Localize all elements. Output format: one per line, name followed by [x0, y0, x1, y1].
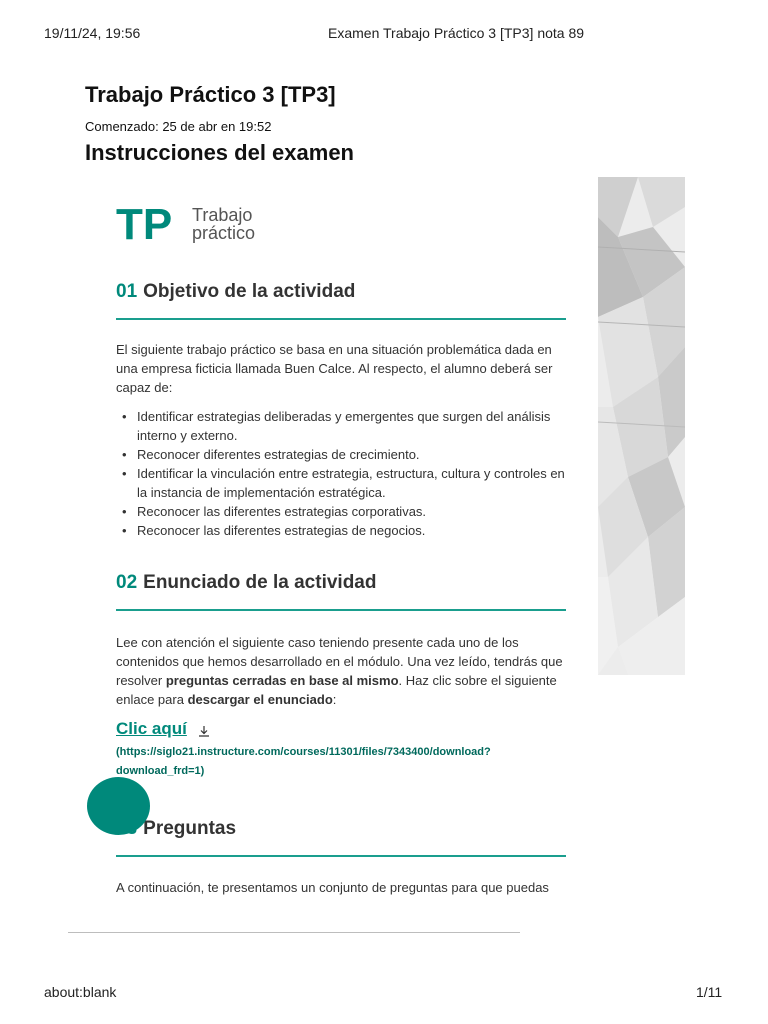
section-number: 02 [116, 572, 138, 593]
list-item: • Identificar estrategias deliberadas y emergentes que surgen del análisis interno y externo. [137, 407, 568, 445]
statement-part: : [332, 692, 337, 707]
statement-text [116, 633, 568, 709]
statement-part: Lee con atención el siguiente caso teniendo presente cada uno de los contenidos que hemos desarrollado en el módulo. Una vez leído, tendrás que resolver [116, 635, 563, 688]
download-url: (https://siglo21.instructure.com/courses/11301/files/7343400/download?download_frd=1) [116, 746, 491, 777]
page-cut-rule [68, 932, 520, 933]
section-statement [116, 570, 566, 596]
tp-logo-mark: TP [116, 200, 173, 249]
print-header-datetime: 19/11/24, 19:56 [44, 25, 141, 41]
section-divider [116, 318, 566, 320]
statement-part: . Haz clic sobre el siguiente enlace para [116, 673, 557, 707]
questions-intro: A continuación, te presentamos un conjunto de preguntas para que puedas [116, 880, 549, 895]
section-questions [116, 816, 566, 842]
statement-bold: preguntas cerradas en base al mismo [165, 673, 399, 688]
list-item: • Reconocer las diferentes estrategias corporativas. [137, 502, 568, 521]
section-heading [116, 279, 566, 305]
section-title: Objetivo de la actividad [143, 281, 356, 302]
print-footer-url: about:blank [44, 984, 117, 1000]
objective-intro: El siguiente trabajo práctico se basa en una situación problemática dada en una empresa ficticia llamada Buen Calce. Al respecto, el alumno deberá ser capaz de: [116, 342, 553, 395]
page-title: Trabajo Práctico 3 [TP3] [85, 82, 336, 107]
abstract-pattern-icon [598, 177, 685, 675]
tp-logo-line-1: Trabajo [192, 205, 253, 225]
section-divider [116, 855, 566, 857]
instructions-heading: Instrucciones del examen [85, 140, 354, 165]
list-item: • Reconocer las diferentes estrategias de negocios. [137, 521, 568, 540]
section-heading [116, 570, 566, 596]
print-header-title: Examen Trabajo Práctico 3 [TP3] nota 89 [328, 25, 585, 41]
started-at: Comenzado: 25 de abr en 19:52 [85, 119, 272, 134]
download-icon[interactable] [197, 724, 211, 738]
list-item: • Reconocer diferentes estrategias de crecimiento. [137, 445, 568, 464]
objective-list [116, 407, 568, 540]
list-item: • Identificar la vinculación entre estrategia, estructura, cultura y controles en la instancia de implementación estratégica. [137, 464, 568, 502]
download-link[interactable]: Clic aquí [116, 719, 187, 738]
tp-logo-text [192, 206, 255, 242]
print-footer-page: 1/11 [696, 984, 723, 1000]
section-objective [116, 279, 566, 305]
section-title: Enunciado de la actividad [143, 572, 377, 593]
section-title: Preguntas [143, 818, 237, 839]
section-number: 01 [116, 281, 138, 302]
decorative-side-image [598, 177, 685, 675]
statement-bold: descargar el enunciado [187, 692, 333, 707]
tp-logo-line-2: práctico [192, 223, 256, 243]
section-divider [116, 609, 566, 611]
section-heading [116, 816, 566, 842]
chat-bubble-button[interactable] [87, 777, 150, 835]
